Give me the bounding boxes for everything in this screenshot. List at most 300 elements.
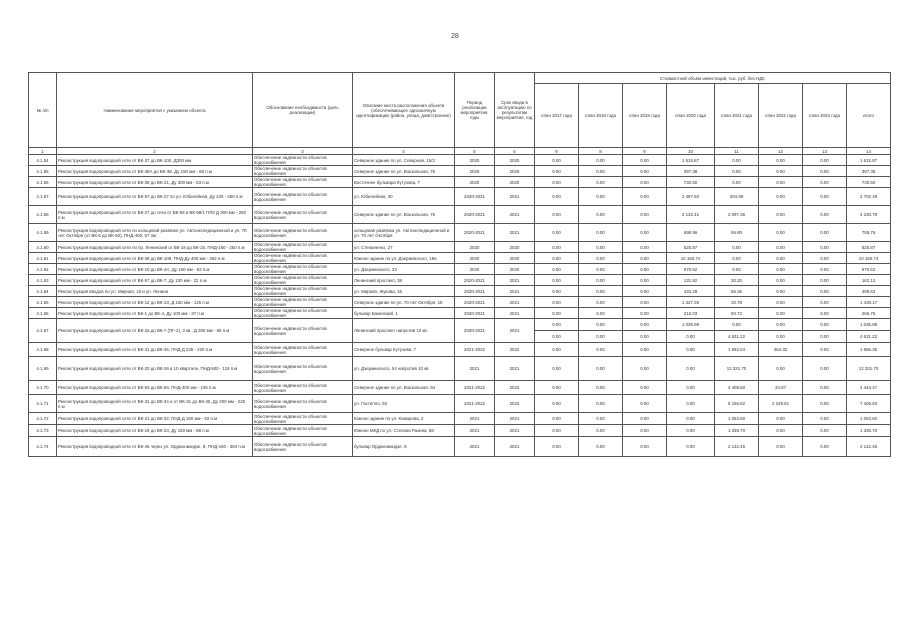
cell-year: 2021 bbox=[495, 188, 535, 206]
table-row bbox=[29, 155, 891, 166]
cell-value: 698.96 bbox=[667, 224, 715, 242]
table-row bbox=[29, 425, 891, 437]
cell-value: 0.00 bbox=[579, 253, 623, 264]
cell-name: Реконструкция водопроводной сети от ВК-39 до ВК-109, ПНД-Ду 400 мм - 462 п.м bbox=[57, 253, 253, 264]
cell-value: 10 160.74 bbox=[847, 253, 891, 264]
cell-period: 2020-2021 bbox=[455, 188, 495, 206]
cell-location: Южное здание по ул. Комарова, 2 bbox=[353, 413, 455, 425]
cell-name: Реконструкция водопроводной сети от ВК-31 до ВК-34 и от ВК-31 до ВК-40, Ду 200 мм - 225 п.м bbox=[57, 395, 253, 413]
cell-purpose: Обеспечение надёжности объектов водоснабжения bbox=[253, 264, 353, 275]
cell-value: 0.00 bbox=[803, 242, 847, 253]
cell-value: 0.00 bbox=[803, 264, 847, 275]
cell-num: 4.1.56 bbox=[29, 177, 57, 188]
cell-value: 0.00 bbox=[623, 381, 667, 395]
cell-value: 0.00 bbox=[667, 437, 715, 457]
cell-value: 755.76 bbox=[847, 224, 891, 242]
header-year: план 2019 года bbox=[623, 84, 667, 148]
cell-value: 1 035.98 bbox=[667, 319, 715, 331]
cell-value: 0.00 bbox=[715, 253, 759, 264]
cell-value: 0.00 bbox=[759, 308, 803, 319]
cell-value: 0.00 bbox=[535, 381, 579, 395]
cell-purpose: Обеспечение надёжности объектов водоснабжения bbox=[253, 425, 353, 437]
cell-value: 0.00 bbox=[803, 224, 847, 242]
cell-name: Реконструкция водопроводной сети от ВК-20 до ВК-26 в 10 квартале, ПНД-500 - 119 п.м bbox=[57, 357, 253, 381]
cell-period: 2020 bbox=[455, 242, 495, 253]
cell-location: Северное бульвар Кутузова, 7 bbox=[353, 343, 455, 357]
cell-name: Реконструкция водопроводной сети от ВК-12 до ВК-13, Д 150 мм - 125 п.м bbox=[57, 297, 253, 308]
header-year: план 2021 года bbox=[715, 84, 759, 148]
column-number: 8 bbox=[579, 148, 623, 155]
cell-period: 2020-2021 bbox=[455, 286, 495, 297]
cell-value: 0.00 bbox=[759, 275, 803, 286]
cell-value: 4 631.22 bbox=[715, 331, 759, 343]
table-row bbox=[29, 166, 891, 177]
cell-value: 0.00 bbox=[535, 297, 579, 308]
table-row bbox=[29, 206, 891, 224]
cell-value: 0.00 bbox=[579, 224, 623, 242]
cell-year: 2022 bbox=[495, 343, 535, 357]
cell-value: 0.00 bbox=[579, 297, 623, 308]
table-row bbox=[29, 319, 891, 331]
cell-purpose: Обеспечение надёжности объектов водоснабжения bbox=[253, 357, 353, 381]
cell-value: 1 615.87 bbox=[667, 155, 715, 166]
cell-num: 4.1.67 bbox=[29, 319, 57, 343]
cell-value: 0.00 bbox=[803, 253, 847, 264]
cell-value: 0.00 bbox=[803, 381, 847, 395]
cell-value: 1 336.70 bbox=[715, 425, 759, 437]
cell-value: 0.00 bbox=[535, 331, 579, 343]
cell-purpose: Обеспечение надёжности объектов водоснабжения bbox=[253, 381, 353, 395]
cell-value: 56.80 bbox=[715, 224, 759, 242]
cell-value: 570.62 bbox=[667, 264, 715, 275]
cell-value: 30.20 bbox=[715, 275, 759, 286]
cell-period: 2021-2022 bbox=[455, 381, 495, 395]
cell-period: 2021 bbox=[455, 425, 495, 437]
cell-value: 0.00 bbox=[535, 437, 579, 457]
cell-value: 0.00 bbox=[579, 343, 623, 357]
cell-value: 265.75 bbox=[847, 308, 891, 319]
cell-value: 0.00 bbox=[759, 166, 803, 177]
cell-value: 0.00 bbox=[623, 224, 667, 242]
cell-purpose: Обеспечение надёжности объектов водоснабжения bbox=[253, 437, 353, 457]
header-plan-group: Стоимостной объём инвестиций, тыс. руб. без НДС bbox=[535, 73, 891, 84]
cell-value: 0.00 bbox=[803, 275, 847, 286]
cell-num: 4.1.54 bbox=[29, 155, 57, 166]
cell-purpose: Обеспечение надёжности объектов водоснабжения bbox=[253, 286, 353, 297]
cell-value: 0.00 bbox=[803, 395, 847, 413]
cell-value: 0.00 bbox=[759, 286, 803, 297]
cell-value: 0.00 bbox=[623, 297, 667, 308]
cell-num: 4.1.55 bbox=[29, 166, 57, 177]
cell-period: 2020 bbox=[455, 155, 495, 166]
cell-value: 570.62 bbox=[847, 264, 891, 275]
table-row bbox=[29, 242, 891, 253]
cell-value: 1 336.70 bbox=[847, 425, 891, 437]
cell-value: 0.00 bbox=[759, 177, 803, 188]
cell-value: 1 615.87 bbox=[847, 155, 891, 166]
page-number: 28 bbox=[451, 33, 459, 40]
cell-year: 2021 bbox=[495, 425, 535, 437]
cell-value: 0.00 bbox=[535, 395, 579, 413]
cell-value: 0.00 bbox=[535, 224, 579, 242]
cell-value: 0.00 bbox=[623, 357, 667, 381]
cell-period: 2021-2022 bbox=[455, 395, 495, 413]
cell-year: 2020 bbox=[495, 155, 535, 166]
cell-period: 2021 bbox=[455, 357, 495, 381]
cell-year: 2021 bbox=[495, 308, 535, 319]
cell-name: Реконструкция водопроводной сети от ВК-31 до ВК-45, ПНД Д 225 - 220 п.м bbox=[57, 343, 253, 357]
cell-value: 0.00 bbox=[579, 188, 623, 206]
cell-value: 0.00 bbox=[759, 253, 803, 264]
cell-year: 2020 bbox=[495, 264, 535, 275]
cell-value: 10.78 bbox=[715, 297, 759, 308]
cell-value: 0.00 bbox=[759, 264, 803, 275]
cell-purpose: Обеспечение надёжности объектов водоснабжения bbox=[253, 395, 353, 413]
cell-value: 0.00 bbox=[579, 242, 623, 253]
column-number: 11 bbox=[715, 148, 759, 155]
cell-value: 0.00 bbox=[715, 319, 759, 331]
cell-purpose: Обеспечение надёжности объектов водоснабжения bbox=[253, 319, 353, 343]
table-row bbox=[29, 188, 891, 206]
cell-period: 2020-2021 bbox=[455, 308, 495, 319]
cell-purpose: Обеспечение надёжности объектов водоснабжения bbox=[253, 242, 353, 253]
cell-value: 0.00 bbox=[715, 242, 759, 253]
cell-value: 0.00 bbox=[535, 155, 579, 166]
cell-value: 12 331.70 bbox=[847, 357, 891, 381]
cell-value: 4 230.78 bbox=[847, 206, 891, 224]
cell-period: 2021 bbox=[455, 413, 495, 425]
cell-value: 397.38 bbox=[847, 166, 891, 177]
cell-value: 0.00 bbox=[803, 188, 847, 206]
header-name: Наименование мероприятия с указанием объекта bbox=[57, 73, 253, 148]
cell-value: 0.00 bbox=[535, 177, 579, 188]
cell-location: Ленинский проспект напротив 10 кв. bbox=[353, 319, 455, 343]
cell-num: 4.1.71 bbox=[29, 395, 57, 413]
cell-value: 0.00 bbox=[535, 413, 579, 425]
column-number: 6 bbox=[495, 148, 535, 155]
cell-value: 433.28 bbox=[667, 286, 715, 297]
cell-value: 525.87 bbox=[847, 242, 891, 253]
cell-period: 2020 bbox=[455, 264, 495, 275]
cell-value: 0.00 bbox=[803, 166, 847, 177]
cell-value: 499.63 bbox=[847, 286, 891, 297]
cell-year: 2021 bbox=[495, 206, 535, 224]
cell-value: 0.00 bbox=[623, 437, 667, 457]
cell-year: 2021 bbox=[495, 319, 535, 343]
cell-value: 0.00 bbox=[579, 425, 623, 437]
cell-location: Восточнее бульвара Кутузова, 7 bbox=[353, 177, 455, 188]
cell-num: 4.1.72 bbox=[29, 413, 57, 425]
cell-purpose: Обеспечение надёжности объектов водоснабжения bbox=[253, 297, 353, 308]
cell-name: Реконструкция водопроводной сети от ВК-93 до ВК-59, ПНД-400 мм - 105 п.м bbox=[57, 381, 253, 395]
cell-value: 0.00 bbox=[715, 264, 759, 275]
cell-num: 4.1.57 bbox=[29, 188, 57, 206]
cell-value: 0.00 bbox=[623, 286, 667, 297]
cell-value: 215.03 bbox=[667, 308, 715, 319]
cell-value: 0.00 bbox=[579, 381, 623, 395]
cell-value: 0.00 bbox=[579, 264, 623, 275]
cell-value: 0.00 bbox=[579, 177, 623, 188]
cell-value: 162.12 bbox=[847, 275, 891, 286]
cell-year: 2021 bbox=[495, 437, 535, 457]
cell-value: 1 427.39 bbox=[667, 297, 715, 308]
cell-location: ул. Мирная, Жукова, 15 bbox=[353, 286, 455, 297]
cell-value: 0.00 bbox=[535, 206, 579, 224]
cell-location: Ленинский проспект, 38 bbox=[353, 275, 455, 286]
cell-value: 2 249.81 bbox=[759, 395, 803, 413]
cell-year: 2020 bbox=[495, 166, 535, 177]
cell-value: 0.00 bbox=[803, 286, 847, 297]
cell-purpose: Обеспечение надёжности объектов водоснабжения bbox=[253, 177, 353, 188]
cell-value: 0.00 bbox=[623, 177, 667, 188]
investment-table bbox=[28, 72, 891, 457]
cell-period: 2020-2021 bbox=[455, 297, 495, 308]
cell-name: Реконструкция водопроводной сети от ВК-10 до ВК-4А, Ду 150 мм - 82 п.м bbox=[57, 264, 253, 275]
cell-year: 2022 bbox=[495, 395, 535, 413]
cell-num: 4.1.74 bbox=[29, 437, 57, 457]
cell-value: 0.00 bbox=[623, 275, 667, 286]
column-number: 13 bbox=[803, 148, 847, 155]
table-row bbox=[29, 264, 891, 275]
cell-period: 2021-2022 bbox=[455, 343, 495, 357]
cell-value: 0.00 bbox=[579, 319, 623, 331]
cell-value: 0.00 bbox=[623, 253, 667, 264]
cell-value: 1 438.17 bbox=[847, 297, 891, 308]
table-row bbox=[29, 224, 891, 242]
cell-value: 0.00 bbox=[579, 166, 623, 177]
table-row bbox=[29, 381, 891, 395]
cell-value: 0.00 bbox=[803, 425, 847, 437]
header-location: Описание места расположения объекта (обеспечивающее однозначную идентификацию (район, улица, дом/строение) bbox=[353, 73, 455, 148]
cell-value: 1 053.60 bbox=[715, 413, 759, 425]
cell-year: 2020 bbox=[495, 242, 535, 253]
table-row bbox=[29, 343, 891, 357]
table-row bbox=[29, 357, 891, 381]
cell-value: 0.00 bbox=[667, 331, 715, 343]
cell-value: 131.92 bbox=[667, 275, 715, 286]
column-number: 2 bbox=[57, 148, 253, 155]
table-row bbox=[29, 297, 891, 308]
column-number: 12 bbox=[759, 148, 803, 155]
cell-year: 2020 bbox=[495, 177, 535, 188]
cell-value: 0.00 bbox=[803, 155, 847, 166]
cell-value: 0.00 bbox=[667, 425, 715, 437]
column-number: 10 bbox=[667, 148, 715, 155]
cell-value: 12 331.70 bbox=[715, 357, 759, 381]
cell-name: Реконструкция водопроводной сети от ВК-19 до ВК-23, Ду 150 мм - 88 п.м bbox=[57, 425, 253, 437]
cell-location: Северное здание по ул. Вокзальная, 76 bbox=[353, 166, 455, 177]
cell-value: 0.00 bbox=[803, 357, 847, 381]
cell-value: 0.00 bbox=[667, 381, 715, 395]
cell-name: Реконструкция водопроводной сети по кольцевой развязке ул. Автоэкспедиционной и ул. 70 лет Октября (от ВК-5 до ВК-60), ПНД-400, 57 пм bbox=[57, 224, 253, 242]
cell-period: 2020 bbox=[455, 253, 495, 264]
cell-num: 4.1.60 bbox=[29, 242, 57, 253]
cell-value: 0.00 bbox=[623, 155, 667, 166]
cell-period: 2020 bbox=[455, 177, 495, 188]
cell-value: 0.00 bbox=[579, 413, 623, 425]
cell-value: 0.00 bbox=[623, 166, 667, 177]
cell-value: 0.00 bbox=[579, 286, 623, 297]
cell-value: 0.00 bbox=[667, 357, 715, 381]
cell-value: 0.00 bbox=[803, 343, 847, 357]
cell-num: 4.1.58 bbox=[29, 206, 57, 224]
cell-value: 0.00 bbox=[579, 437, 623, 457]
cell-value: 397.38 bbox=[667, 166, 715, 177]
cell-name: Реконструкция водопроводной сети от ВК-21 до ВК-32, ПНД Д 160 мм - 92 п.м bbox=[57, 413, 253, 425]
cell-location: Северное здание по ул. Северная, 15/2 bbox=[353, 155, 455, 166]
cell-period: 2020-2021 bbox=[455, 319, 495, 343]
cell-value: 0.00 bbox=[759, 297, 803, 308]
header-year: итого bbox=[847, 84, 891, 148]
cell-value: 0.00 bbox=[715, 177, 759, 188]
cell-year: 2021 bbox=[495, 357, 535, 381]
cell-name: Реконструкция вводов по ул. Мирная, 15 и ул. Ленина bbox=[57, 286, 253, 297]
cell-num: 4.1.61 bbox=[29, 253, 57, 264]
cell-value: 0.00 bbox=[535, 253, 579, 264]
cell-value: 0.00 bbox=[667, 413, 715, 425]
cell-value: 34.87 bbox=[759, 381, 803, 395]
cell-location: ул. Дзержинского, 54 напротив 10 кв. bbox=[353, 357, 455, 381]
cell-value: 0.00 bbox=[579, 357, 623, 381]
cell-value: 0.00 bbox=[623, 242, 667, 253]
header-year: план 2023 года bbox=[803, 84, 847, 148]
cell-purpose: Обеспечение надёжности объектов водоснабжения bbox=[253, 166, 353, 177]
cell-value: 2 142.45 bbox=[715, 437, 759, 457]
cell-name: Реконструкция водопроводной сети от ВК-39А до ВК-38, Ду 150 мм - 68 п.м bbox=[57, 166, 253, 177]
cell-value: 0.00 bbox=[535, 166, 579, 177]
cell-location: бульвар Орджоникидзе, 8 bbox=[353, 437, 455, 457]
cell-value: 0.00 bbox=[623, 343, 667, 357]
cell-value: 364.32 bbox=[759, 343, 803, 357]
cell-value: 66.35 bbox=[715, 286, 759, 297]
cell-location: кольцевая развязка ул. Автоэкспедиционной и ул. 70 лет Октября bbox=[353, 224, 455, 242]
cell-value: 1 035.98 bbox=[847, 319, 891, 331]
cell-num: 4.1.70 bbox=[29, 381, 57, 395]
header-num: № п/п bbox=[29, 73, 57, 148]
header-completion: Срок ввода в эксплуатацию по результатам мероприятия, год bbox=[495, 73, 535, 148]
cell-value: 0.00 bbox=[803, 437, 847, 457]
cell-value: 4 443.47 bbox=[847, 381, 891, 395]
cell-value: 0.00 bbox=[715, 155, 759, 166]
cell-location: ул. Дзержинского, 33 bbox=[353, 264, 455, 275]
cell-value: 0.00 bbox=[715, 166, 759, 177]
column-number: 5 bbox=[455, 148, 495, 155]
cell-num: 4.1.66 bbox=[29, 308, 57, 319]
cell-value: 0.00 bbox=[623, 331, 667, 343]
cell-num: 4.1.73 bbox=[29, 425, 57, 437]
cell-value: 0.00 bbox=[579, 155, 623, 166]
cell-value: 730.50 bbox=[667, 177, 715, 188]
cell-purpose: Обеспечение надёжности объектов водоснабжения bbox=[253, 206, 353, 224]
cell-location: бульвар Бакинский, 1 bbox=[353, 308, 455, 319]
cell-period: 2020-2021 bbox=[455, 206, 495, 224]
cell-value: 0.00 bbox=[759, 224, 803, 242]
cell-num: 4.1.64 bbox=[29, 286, 57, 297]
cell-value: 4 408.60 bbox=[715, 381, 759, 395]
cell-purpose: Обеспечение надёжности объектов водоснабжения bbox=[253, 155, 353, 166]
cell-value: 0.00 bbox=[759, 413, 803, 425]
table-row bbox=[29, 177, 891, 188]
cell-num: 4.1.65 bbox=[29, 297, 57, 308]
cell-location: Северное здание по ул. 70 лет Октября, 15 bbox=[353, 297, 455, 308]
cell-num: 4.1.62 bbox=[29, 264, 57, 275]
cell-name: Реконструкция водопроводной сети от ВК-57 до ВК-7, Ду 100 мм - 22 п.м bbox=[57, 275, 253, 286]
cell-value: 1 592.04 bbox=[715, 343, 759, 357]
cell-name: Реконструкция водопроводной сети от ВК-1 до ВК-4, Ду 100 мм - 37 п.м bbox=[57, 308, 253, 319]
cell-num: 4.1.68 bbox=[29, 343, 57, 357]
header-period: Период реализации мероприятия, годы bbox=[455, 73, 495, 148]
cell-value: 0.00 bbox=[803, 297, 847, 308]
cell-value: 2 142.45 bbox=[847, 437, 891, 457]
cell-value: 0.00 bbox=[759, 188, 803, 206]
column-number: 9 bbox=[623, 148, 667, 155]
cell-value: 0.00 bbox=[623, 188, 667, 206]
table-row bbox=[29, 395, 891, 413]
cell-value: 10 160.74 bbox=[667, 253, 715, 264]
cell-value: 2 097.36 bbox=[715, 206, 759, 224]
cell-value: 0.00 bbox=[759, 319, 803, 331]
cell-year: 2020 bbox=[495, 253, 535, 264]
table-row bbox=[29, 275, 891, 286]
cell-name: Реконструкция водопроводной сети по пр. Ленинский от ВК-18 до ВК-15, ПНД-160 - 250 п.м bbox=[57, 242, 253, 253]
column-number: 14 bbox=[847, 148, 891, 155]
table-row bbox=[29, 308, 891, 319]
cell-value: 1 956.36 bbox=[847, 343, 891, 357]
cell-location: ул. Юбилейная, 30 bbox=[353, 188, 455, 206]
cell-value: 0.00 bbox=[759, 155, 803, 166]
cell-location: Северное здание по ул. Вокзальная, 76 bbox=[353, 206, 455, 224]
cell-period: 2020 bbox=[455, 166, 495, 177]
cell-value: 0.00 bbox=[803, 319, 847, 331]
cell-name: Реконструкция водопроводной сети от ВК-27 до сети от ВК-59 и ВК-58/1 ПЛЗ Д 300 мм - 260 п.м bbox=[57, 206, 253, 224]
cell-value: 0.00 bbox=[623, 308, 667, 319]
cell-location: Южное здание по ул. Дзержинского, 19а bbox=[353, 253, 455, 264]
table-row bbox=[29, 437, 891, 457]
cell-purpose: Обеспечение надёжности объектов водоснабжения bbox=[253, 413, 353, 425]
cell-value: 0.00 bbox=[759, 437, 803, 457]
cell-value: 0.00 bbox=[535, 425, 579, 437]
header-year: план 2017 года bbox=[535, 84, 579, 148]
cell-value: 0.00 bbox=[579, 206, 623, 224]
cell-value: 2 132.41 bbox=[667, 206, 715, 224]
cell-location: ул. Степаненко, 27 bbox=[353, 242, 455, 253]
cell-value: 0.00 bbox=[623, 319, 667, 331]
cell-year: 2021 bbox=[495, 413, 535, 425]
cell-value: 0.00 bbox=[759, 331, 803, 343]
cell-value: 0.00 bbox=[803, 413, 847, 425]
cell-value: 0.00 bbox=[535, 343, 579, 357]
cell-value: 0.00 bbox=[535, 264, 579, 275]
cell-value: 0.00 bbox=[759, 206, 803, 224]
cell-value: 0.00 bbox=[579, 308, 623, 319]
cell-purpose: Обеспечение надёжности объектов водоснабжения bbox=[253, 253, 353, 264]
cell-num: 4.1.59 bbox=[29, 224, 57, 242]
cell-year: 2021 bbox=[495, 286, 535, 297]
cell-value: 0.00 bbox=[623, 395, 667, 413]
column-number: 3 bbox=[253, 148, 353, 155]
cell-period: 2020-2021 bbox=[455, 224, 495, 242]
header-year: план 2020 года bbox=[667, 84, 715, 148]
column-number: 1 bbox=[29, 148, 57, 155]
column-number: 9 bbox=[535, 148, 579, 155]
cell-value: 0.00 bbox=[623, 264, 667, 275]
cell-value: 5 156.82 bbox=[715, 395, 759, 413]
cell-value: 0.00 bbox=[803, 206, 847, 224]
cell-name: Реконструкция водопроводной сети от ВК-45 через ул. Орджоникидзе, 8, ПНД-160 - 384 п.м bbox=[57, 437, 253, 457]
table-row bbox=[29, 413, 891, 425]
cell-name: Реконструкция водопроводной сети от ВК-57 до ВК-27 по ул. Юбилейная, Ду 225 - 250 п.м bbox=[57, 188, 253, 206]
cell-value: 50.72 bbox=[715, 308, 759, 319]
